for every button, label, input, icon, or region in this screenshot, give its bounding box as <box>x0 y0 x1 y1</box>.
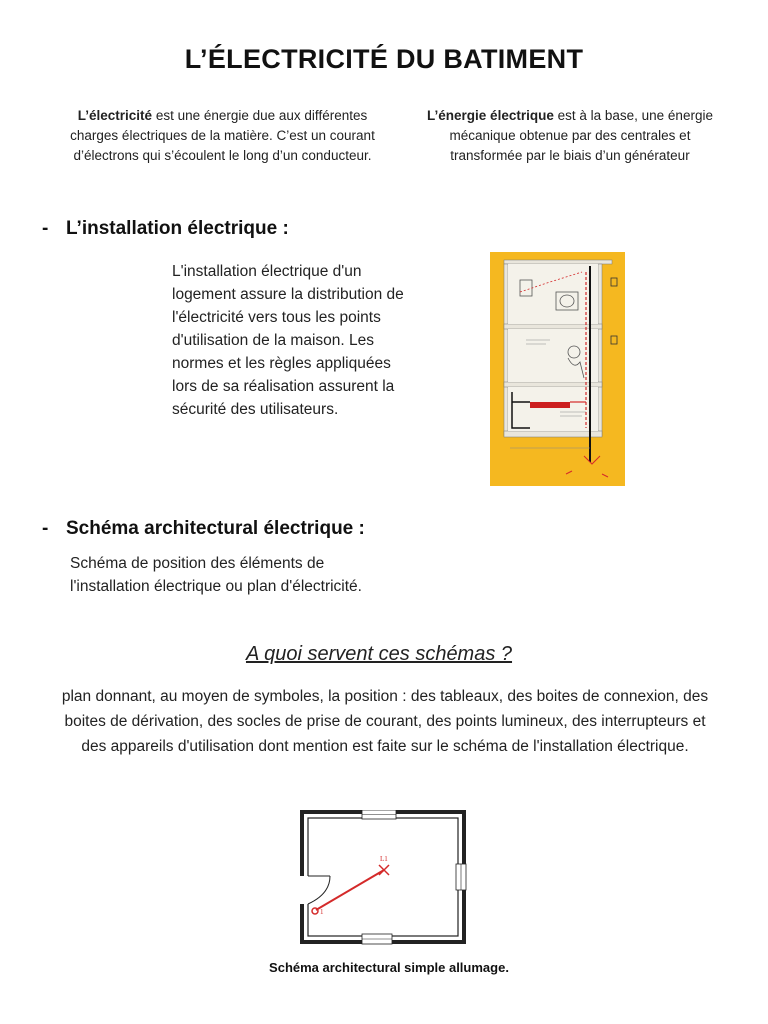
figure-caption: Schéma architectural simple allumage. <box>269 960 509 975</box>
usage-paragraph: plan donnant, au moyen de symboles, la position : des tableaux, des boites de connexion, des boites de dérivation, des socles de prise de courant, des points lumineux, des interrupteurs et des appareils d'utilisation dont mention est faite sur le schéma de l'installation électrique. <box>61 688 709 755</box>
intro-energy-term: L’énergie électrique <box>427 108 554 123</box>
intro-energy-text: est à la base, une énergie mécanique obtenue par des centrales et transformée par le biais d’un générateur <box>449 108 713 163</box>
question-heading: A quoi servent ces schémas ? <box>245 643 513 665</box>
intro-electricity-term: L’électricité <box>77 108 153 123</box>
installation-paragraph: L'installation électrique d'un logement assure la distribution de l'électricité vers tous les points d'utilisation de la maison. Les normes et les règles appliquées lors de sa réalisation assurent la sécurité des utilisateurs. <box>172 263 404 418</box>
heading-installation-text: L’installation électrique : <box>66 218 289 239</box>
page-title: L’ÉLECTRICITÉ DU BATIMENT <box>184 44 584 74</box>
switch-label: 1 <box>320 908 324 916</box>
schema-paragraph: Schéma de position des éléments de l'installation électrique ou plan d'électricité. <box>70 555 362 595</box>
switch-symbol <box>312 908 318 914</box>
house-installation-illustration <box>490 252 625 486</box>
heading-dash: - <box>42 518 49 539</box>
intro-electric-energy <box>420 106 720 166</box>
intro-electricity <box>70 106 375 166</box>
floor-plan-simple-lighting <box>300 810 468 945</box>
section-heading-installation <box>0 218 289 240</box>
intro-electricity-text: est une énergie due aux différentes charges électriques de la matière. C’est un courant d’électrons qui s’écoulent le long d’un conducteur. <box>70 108 375 163</box>
lamp-label: L1 <box>380 855 388 863</box>
heading-schema-text: Schéma architectural électrique : <box>66 518 365 539</box>
section-heading-schema <box>0 518 365 540</box>
heading-dash: - <box>42 218 49 239</box>
